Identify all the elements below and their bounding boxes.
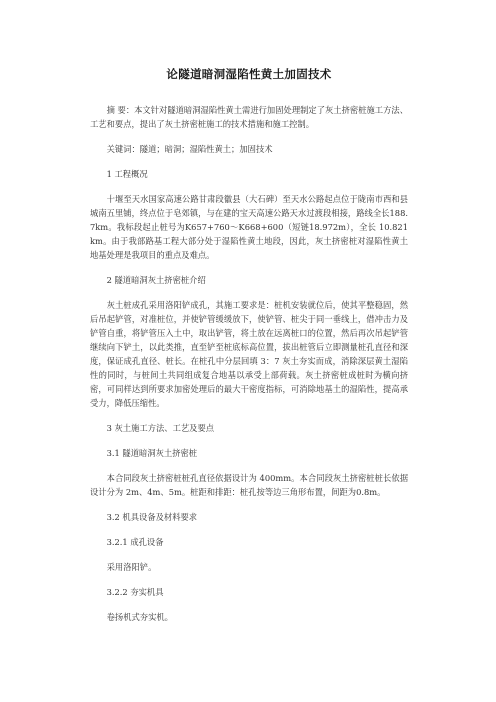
keywords: 关键词：隧道；暗洞；湿陷性黄土；加固技术 (106, 144, 273, 154)
section-heading-1: 1 工程概况 (106, 169, 148, 179)
section-body-3-1: 本合同段灰土挤密桩桩孔直径依据设计为 400mm。本合同段灰土挤密桩桩长依据设计分为 2m、4m、5m。桩距和排距：桩孔按等边三角形布置，间距为0.8m。 (90, 473, 408, 497)
section-heading-3-2: 3.2 机具设备及材料要求 (106, 512, 198, 522)
abstract: 摘 要：本文针对隧道暗洞湿陷性黄土需进行加固处理制定了灰土挤密桩施工方法、工艺和要点，提出了灰土挤密桩施工的技术措施和施工控制。 (90, 105, 408, 129)
section-body-3-2-2: 卷扬机式夯实机。 (106, 612, 173, 622)
section-body-3-2-1: 采用洛阳铲。 (106, 562, 157, 572)
section-heading-3-1: 3.1 隧道暗洞灰土挤密桩 (106, 448, 198, 458)
section-heading-3-2-2: 3.2.2 夯实机具 (106, 587, 164, 597)
section-heading-3: 3 灰土施工方法、工艺及要点 (106, 423, 215, 433)
section-heading-2: 2 隧道暗洞灰土挤密桩介绍 (106, 275, 206, 285)
section-heading-3-2-1: 3.2.1 成孔设备 (106, 537, 164, 547)
section-body-2: 灰土桩成孔采用洛阳铲成孔，其施工要求是：桩机安装就位后，使其平整稳固，然后吊起铲管，对准桩位，并使铲管缓缓放下，使铲管、桩尖于同一垂线上，借冲击力及铲管自重，将铲管压入土中，取出铲管，将土放在远离桩口的位置，然后再次吊起铲管继续向下铲土，以此类推，直至铲至桩底标高位置，拔出桩管后立即测量桩孔直径和深度，保证成孔直径、桩长。在桩孔中分层回填 3：7 灰土夯实而成，消除深层黄土湿陷性的同时，与桩间土共同组成复合地基以承受上部荷载。灰土挤密桩成桩时为横向挤密，可同样达到所要求加密处理后的最大干密度指标，可消除地基土的湿陷性，提高承受力，降低压缩性。 (90, 300, 408, 408)
section-body-1: 十堰至天水国家高速公路甘肃段徽县（大石碑）至天水公路起点位于陇南市西和县城南五里铺，终点位于皂郊镇，与在建的宝天高速公路天水过渡段相接，路线全长188.7km。我标段起止桩号为K657+760～K668+600（短链18.972m），全长 10.821km。由于我部路基工程大部分处于湿陷性黄土地段，因此，灰土挤密桩对湿陷性黄土地基处理是我项目的重点及难点。 (90, 194, 408, 260)
document-title: 论隧道暗洞湿陷性黄土加固技术 (166, 67, 332, 81)
